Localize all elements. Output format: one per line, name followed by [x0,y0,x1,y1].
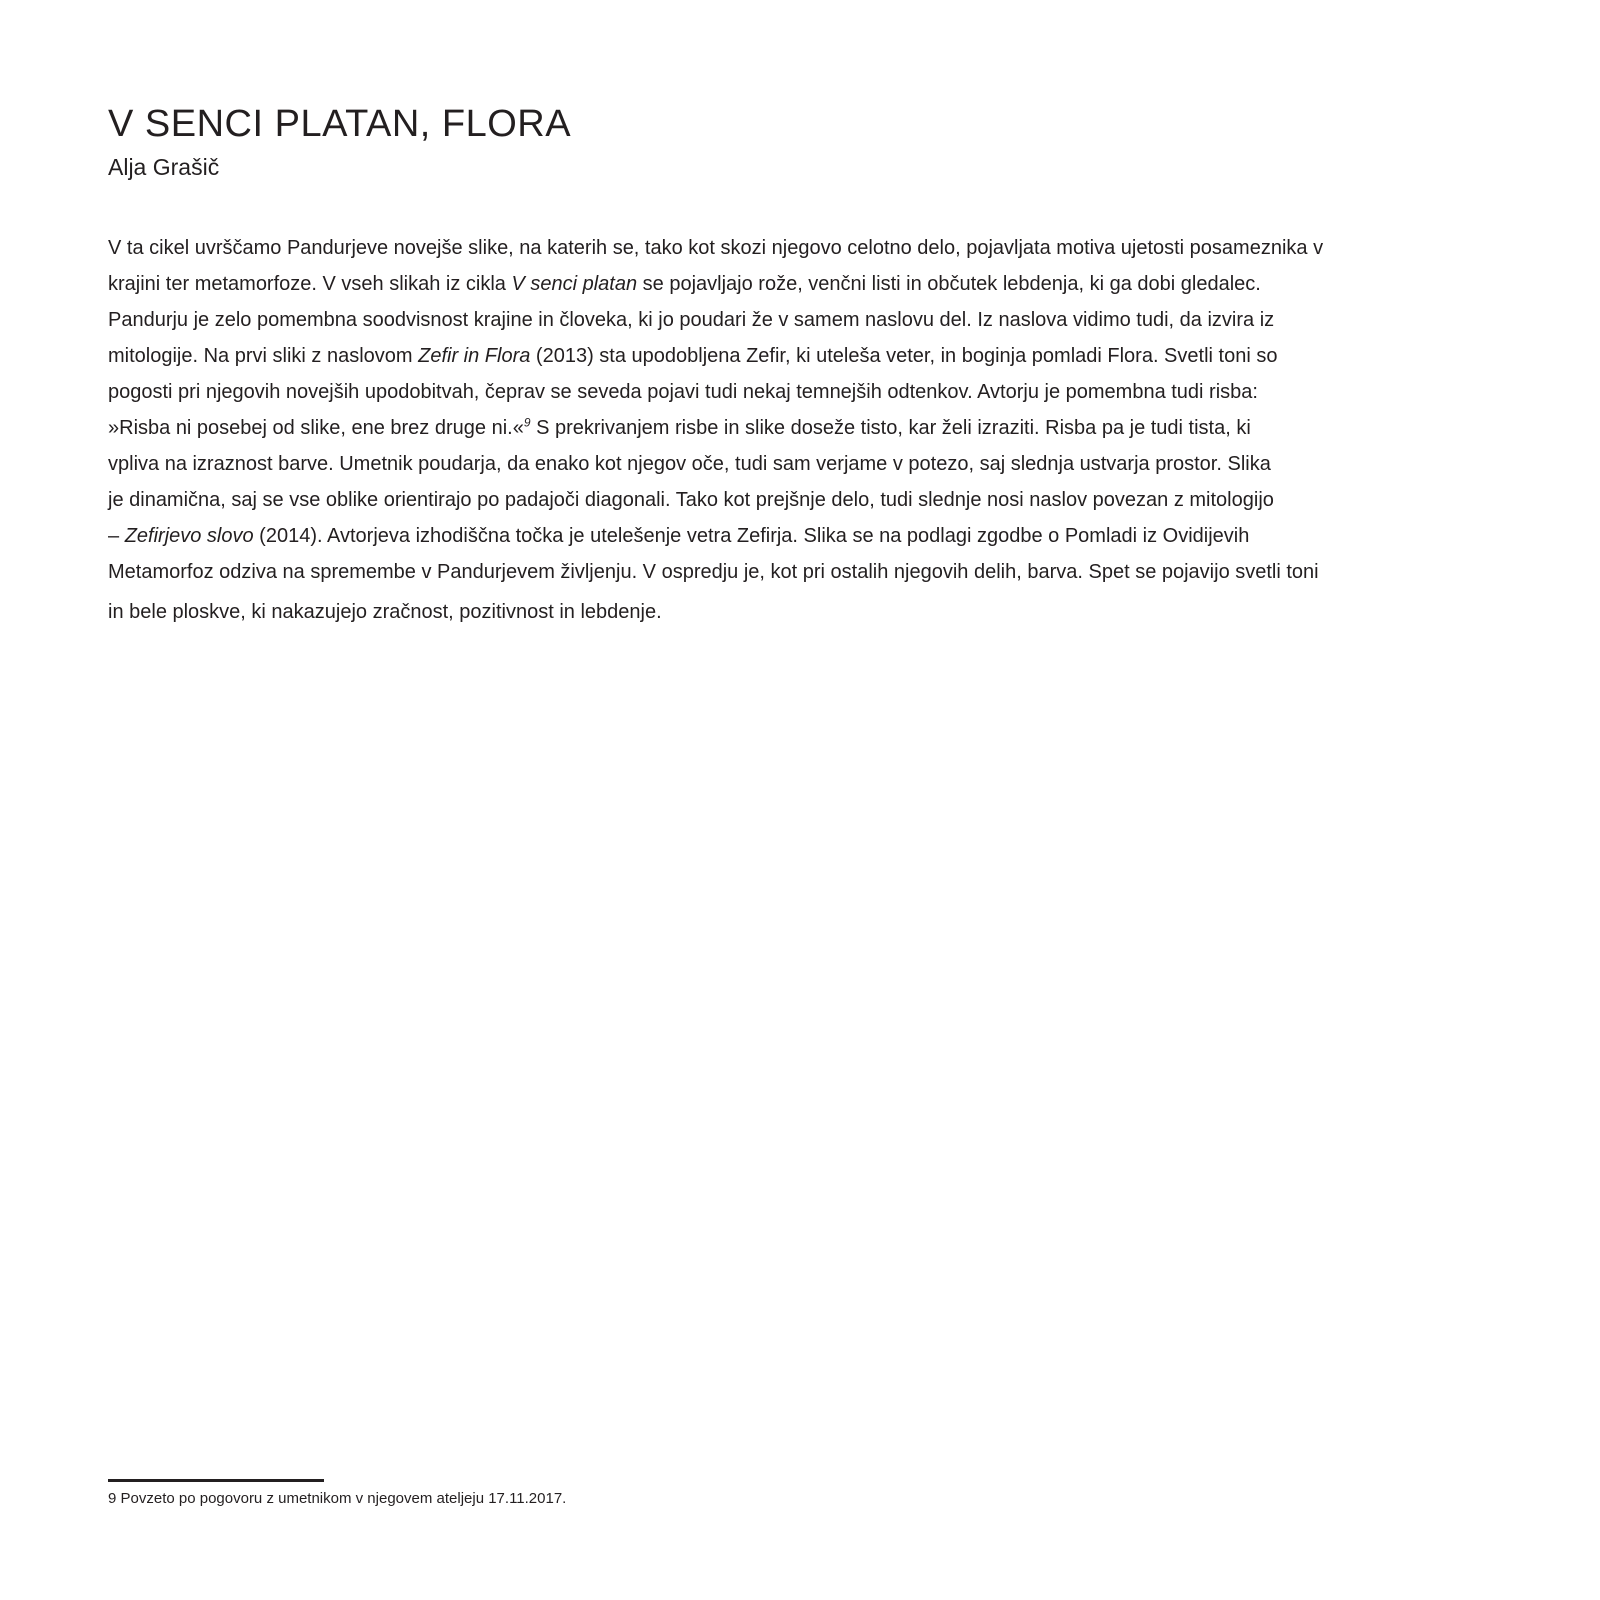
body-line: in bele ploskve, ki nakazujejo zračnost, pozitivnost in lebdenje. [108,601,662,623]
artwork-title-emphasis: Zefir in Flora [418,345,531,367]
footnote-reference: 9 [523,415,531,430]
body-line: vpliva na izraznost barve. Umetnik poudarja, da enako kot njegov oče, tudi sam verjame v potezo, saj slednja ustvarja prostor. Slika [108,453,1271,475]
body-line: pogosti pri njegovih novejših upodobitvah, čeprav se seveda pojavi tudi nekaj temnejših odtenkov. Avtorju je pomembna tudi risba: [108,381,1258,403]
artwork-title-emphasis: V senci platan [511,273,638,295]
body-line: »Risba ni posebej od slike, ene brez druge ni.«$^9$ S prekrivanjem risbe in slike doseže tisto, kar želi izraziti. Risba pa je tudi tista, ki [108,415,1251,439]
body-line: Pandurju je zelo pomembna soodvisnost krajine in človeka, ki jo poudari že v samem naslovu del. Iz naslova vidimo tudi, da izvira iz [108,309,1275,331]
artwork-title-emphasis: Zefirjevo slovo [124,525,254,547]
body-line: krajini ter metamorfoze. V vseh slikah iz cikla V senci platan se pojavljajo rože, venčni listi in občutek lebdenja, ki ga dobi gledalec. [108,273,1261,295]
article-author: Alja Grašič [108,154,220,180]
footnote-divider [108,1479,324,1482]
body-line: je dinamična, saj se vse oblike orientirajo po padajoči diagonali. Tako kot prejšnje delo, tudi slednje nosi naslov povezan z mitologijo [108,489,1274,511]
footnote: 9 Povzeto po pogovoru z umetnikom v njegovem ateljeju 17.11.2017. [108,1490,567,1507]
body-line: Metamorfoz odziva na spremembe v Pandurjevem življenju. V ospredju je, kot pri ostalih njegovih delih, barva. Spet se pojavijo svetli toni [108,561,1319,583]
body-line: – Zefirjevo slovo (2014). Avtorjeva izhodiščna točka je utelešenje vetra Zefirja. Slika se na podlagi zgodbe o Pomladi iz Ovidijevih [108,525,1250,547]
article-body [108,230,1508,630]
article-title: V SENCI PLATAN, FLORA [108,103,572,145]
body-line: V ta cikel uvrščamo Pandurjeve novejše slike, na katerih se, tako kot skozi njegovo celotno delo, pojavljata motiva ujetosti posameznika v [108,237,1324,259]
body-line: mitologije. Na prvi sliki z naslovom Zefir in Flora (2013) sta upodobljena Zefir, ki uteleša veter, in boginja pomladi Flora. Svetli toni so [108,345,1278,367]
